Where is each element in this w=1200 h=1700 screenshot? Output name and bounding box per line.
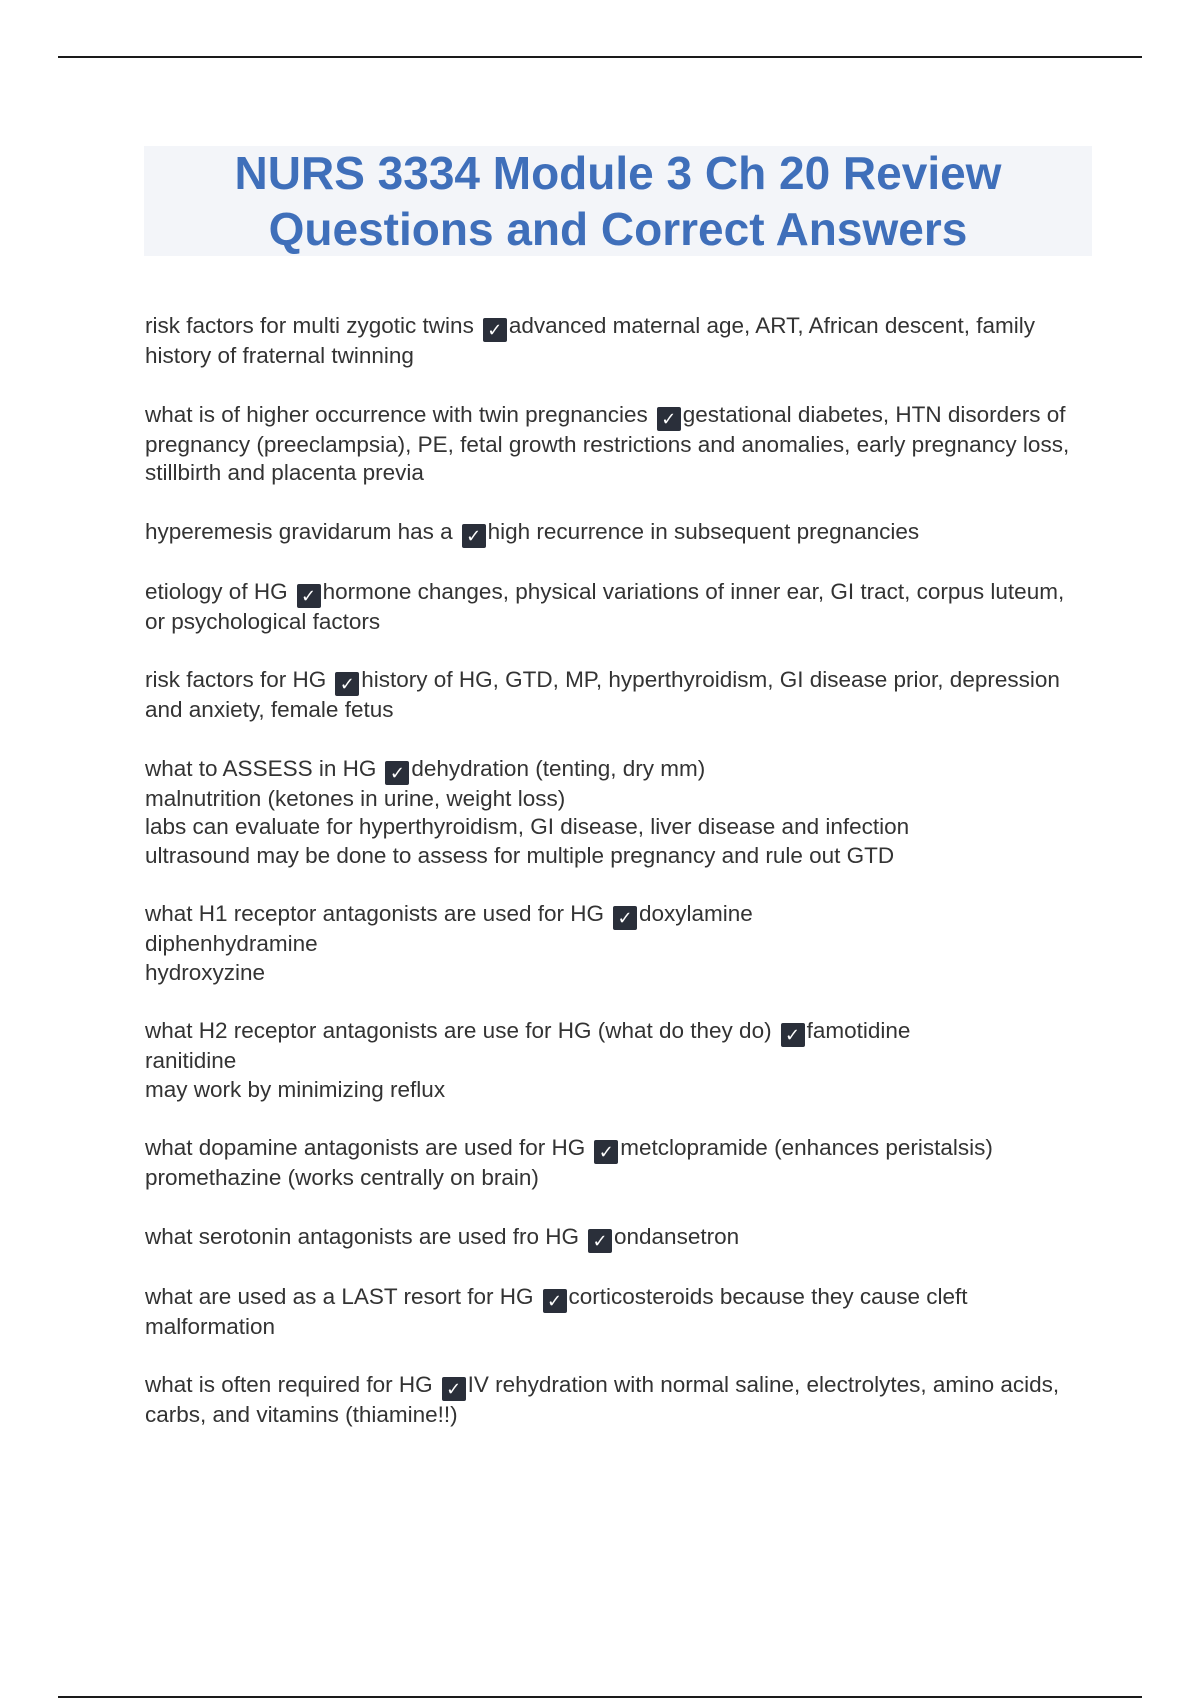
answer-line: ranitidine — [145, 1048, 237, 1073]
answer-text: advanced maternal age, ART, African descent, family history of fraternal twinning — [145, 313, 1035, 368]
qa-item — [145, 401, 1085, 488]
question-text: what is of higher occurrence with twin pregnancies — [145, 401, 648, 427]
answer-line: dehydration (tenting, dry mm) — [411, 755, 706, 781]
checkmark-box-icon: ✓ — [462, 524, 486, 548]
answer-line: promethazine (works centrally on brain) — [145, 1165, 539, 1190]
checkmark-box-icon: ✓ — [588, 1229, 612, 1253]
answer-text: hormone changes, physical variations of inner ear, GI tract, corpus luteum, or psychological factors — [145, 578, 1065, 634]
checkmark-box-icon: ✓ — [335, 672, 359, 696]
checkmark-box-icon: ✓ — [781, 1023, 805, 1047]
qa-item — [145, 900, 1085, 987]
qa-item — [145, 755, 1085, 871]
qa-item — [145, 312, 1085, 371]
title-banner — [144, 146, 1092, 256]
answer-line: doxylamine — [639, 901, 753, 926]
checkmark-box-icon: ✓ — [483, 318, 507, 342]
question-text: risk factors for HG — [145, 667, 327, 692]
title-line-1: NURS 3334 Module 3 Ch 20 Review — [234, 147, 1002, 199]
answer-line: ultrasound may be done to assess for multiple pregnancy and rule out GTD — [145, 842, 895, 868]
answer-line: hydroxyzine — [145, 959, 266, 985]
answer-line: metclopramide (enhances peristalsis) — [620, 1135, 993, 1160]
qa-item — [145, 1283, 1085, 1342]
answer-line: labs can evaluate for hyperthyroidism, GI disease, liver disease and infection — [145, 814, 910, 839]
question-text: risk factors for multi zygotic twins — [145, 313, 474, 338]
question-text: what H1 receptor antagonists are used for HG — [145, 901, 604, 926]
top-rule — [58, 56, 1142, 58]
question-text: etiology of HG — [145, 578, 288, 604]
answer-line: diphenhydramine — [145, 931, 318, 956]
answer-text: corticosteroids because they cause cleft malformation — [145, 1283, 968, 1339]
bottom-rule — [58, 1696, 1142, 1698]
answer-text: IV rehydration with normal saline, electrolytes, amino acids, carbs, and vitamins (thiamine!!) — [145, 1372, 1060, 1427]
question-text: what H2 receptor antagonists are use for HG (what do they do) — [145, 1018, 772, 1043]
question-text: what is often required for HG — [145, 1372, 433, 1397]
qa-item — [145, 1223, 1085, 1253]
checkmark-box-icon: ✓ — [613, 906, 637, 930]
page-title — [235, 145, 1002, 257]
answer-text: history of HG, GTD, MP, hyperthyroidism, GI disease prior, depression and anxiety, female fetus — [145, 667, 1060, 722]
qa-item — [145, 578, 1085, 637]
qa-item — [145, 1134, 1085, 1193]
answer-text: ondansetron — [614, 1223, 740, 1249]
checkmark-box-icon: ✓ — [385, 761, 409, 785]
checkmark-box-icon: ✓ — [543, 1289, 567, 1313]
checkmark-box-icon: ✓ — [297, 584, 321, 608]
answer-text: gestational diabetes, HTN disorders of pregnancy (preeclampsia), PE, fetal growth restrictions and anomalies, early pregnancy loss, stillbirth and placenta previa — [145, 401, 1070, 485]
checkmark-box-icon: ✓ — [442, 1377, 466, 1401]
qa-list — [145, 312, 1085, 1460]
answer-line: malnutrition (ketones in urine, weight loss) — [145, 785, 566, 811]
question-text: hyperemesis gravidarum has a — [145, 518, 453, 544]
answer-line: may work by minimizing reflux — [145, 1076, 446, 1102]
qa-item — [145, 1017, 1085, 1104]
question-text: what dopamine antagonists are used for HG — [145, 1135, 586, 1160]
checkmark-box-icon: ✓ — [657, 407, 681, 431]
qa-item — [145, 518, 1085, 548]
answer-text: high recurrence in subsequent pregnancies — [487, 518, 920, 544]
title-line-2: Questions and Correct Answers — [268, 203, 968, 255]
answer-line: famotidine — [806, 1018, 911, 1043]
question-text: what to ASSESS in HG — [145, 755, 377, 781]
checkmark-box-icon: ✓ — [594, 1140, 618, 1164]
qa-item — [145, 1371, 1085, 1430]
question-text: what are used as a LAST resort for HG — [145, 1283, 534, 1309]
question-text: what serotonin antagonists are used fro HG — [145, 1223, 579, 1249]
qa-item — [145, 666, 1085, 725]
